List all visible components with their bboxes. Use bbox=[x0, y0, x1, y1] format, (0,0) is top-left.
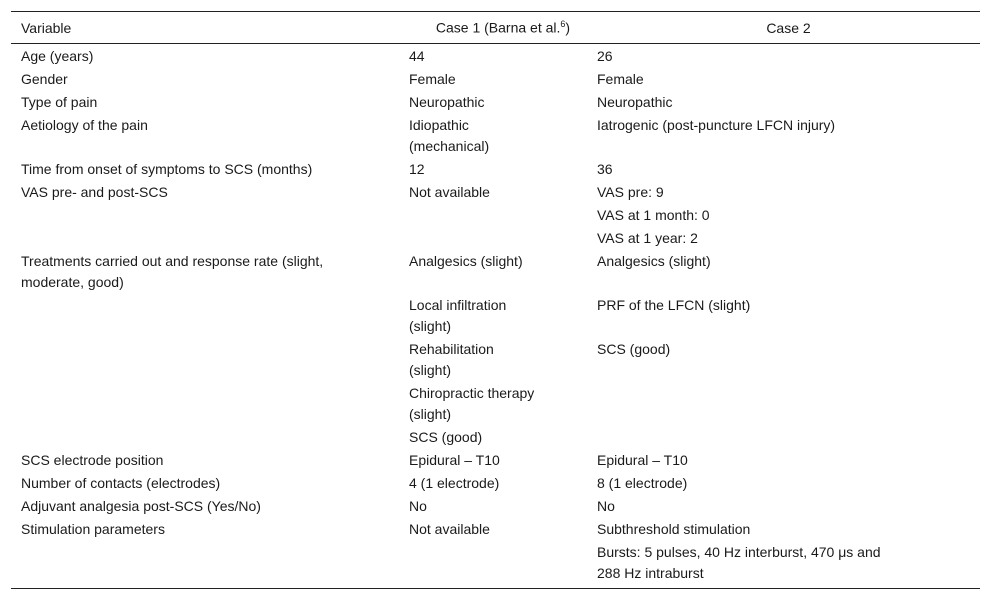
case1-value bbox=[409, 115, 597, 157]
row-label bbox=[11, 251, 409, 293]
case1-value-line: Chiropractic therapy bbox=[409, 385, 535, 401]
case1-value-line: (mechanical) bbox=[409, 138, 490, 154]
table-row bbox=[11, 473, 980, 494]
row-label: Aetiology of the pain bbox=[21, 117, 148, 133]
case1-value-line: SCS (good) bbox=[409, 429, 483, 445]
case2-value-line: SCS (good) bbox=[597, 341, 671, 357]
table-row bbox=[11, 46, 980, 67]
case1-value: 44 bbox=[409, 48, 425, 64]
case1-value-line: (slight) bbox=[409, 362, 452, 378]
table-row bbox=[11, 251, 980, 448]
case1-value-line: Idiopathic bbox=[409, 117, 469, 133]
case2-value-line: 288 Hz intraburst bbox=[597, 565, 704, 581]
case2-value: Iatrogenic (post-puncture LFCN injury) bbox=[597, 117, 836, 133]
row-label-line: moderate, good) bbox=[21, 274, 124, 290]
case2-value bbox=[597, 519, 980, 584]
table-row bbox=[11, 92, 980, 113]
header-variable: Variable bbox=[21, 19, 72, 36]
case2-value: 8 (1 electrode) bbox=[597, 475, 688, 491]
row-label-line: Treatments carried out and response rate (slight, bbox=[21, 253, 324, 269]
case2-value bbox=[597, 251, 980, 360]
case1-value: Neuropathic bbox=[409, 94, 485, 110]
header-case2: Case 2 bbox=[766, 19, 811, 36]
case2-value-line: VAS at 1 month: 0 bbox=[597, 207, 710, 223]
row-label: Stimulation parameters bbox=[21, 521, 165, 537]
row-label: VAS pre- and post-SCS bbox=[21, 184, 168, 200]
case1-value: Not available bbox=[409, 184, 490, 200]
clinical-comparison-table bbox=[11, 11, 980, 589]
case2-value: Female bbox=[597, 71, 644, 87]
header-case1 bbox=[409, 19, 597, 36]
table-row bbox=[11, 496, 980, 517]
row-label: Adjuvant analgesia post-SCS (Yes/No) bbox=[21, 498, 261, 514]
table-row bbox=[11, 519, 980, 584]
row-label: SCS electrode position bbox=[21, 452, 164, 468]
case2-value-line: PRF of the LFCN (slight) bbox=[597, 297, 751, 313]
case2-value: 26 bbox=[597, 48, 613, 64]
case2-value-line: VAS pre: 9 bbox=[597, 184, 664, 200]
row-label: Time from onset of symptoms to SCS (months) bbox=[21, 161, 313, 177]
case1-value-line: (slight) bbox=[409, 406, 452, 422]
case2-value-line: Bursts: 5 pulses, 40 Hz interburst, 470 μs and bbox=[597, 544, 881, 560]
case1-value: Not available bbox=[409, 521, 490, 537]
case2-value: No bbox=[597, 498, 615, 514]
case2-value: 36 bbox=[597, 161, 613, 177]
case2-value: Epidural – T10 bbox=[597, 452, 688, 468]
case1-value: 4 (1 electrode) bbox=[409, 475, 500, 491]
table-row bbox=[11, 450, 980, 471]
row-label: Type of pain bbox=[21, 94, 98, 110]
case1-value: Female bbox=[409, 71, 456, 87]
case1-value bbox=[409, 251, 597, 448]
case1-value: Epidural – T10 bbox=[409, 452, 500, 468]
case2-value: Neuropathic bbox=[597, 94, 673, 110]
table-body bbox=[11, 44, 980, 588]
header-case1-close: ) bbox=[565, 19, 571, 36]
table-row bbox=[11, 159, 980, 180]
case2-value-line: VAS at 1 year: 2 bbox=[597, 230, 698, 246]
table-row bbox=[11, 182, 980, 249]
table-row bbox=[11, 115, 980, 157]
row-label: Number of contacts (electrodes) bbox=[21, 475, 221, 491]
row-label: Age (years) bbox=[21, 48, 94, 64]
case1-value: No bbox=[409, 498, 427, 514]
header-case1-text: Case 1 (Barna et al. bbox=[435, 19, 561, 36]
table-row bbox=[11, 69, 980, 90]
row-label: Gender bbox=[21, 71, 68, 87]
case1-value-line: Rehabilitation bbox=[409, 341, 494, 357]
case1-value-line: Local infiltration bbox=[409, 297, 507, 313]
case1-value-line: (slight) bbox=[409, 318, 452, 334]
table-header bbox=[11, 12, 980, 44]
case2-value-line: Subthreshold stimulation bbox=[597, 521, 751, 537]
case1-value-line: Analgesics (slight) bbox=[409, 253, 523, 269]
case2-value-line: Analgesics (slight) bbox=[597, 253, 711, 269]
case2-value bbox=[597, 182, 980, 249]
case1-value: 12 bbox=[409, 161, 425, 177]
header-case1-ref: 6 bbox=[560, 19, 566, 30]
